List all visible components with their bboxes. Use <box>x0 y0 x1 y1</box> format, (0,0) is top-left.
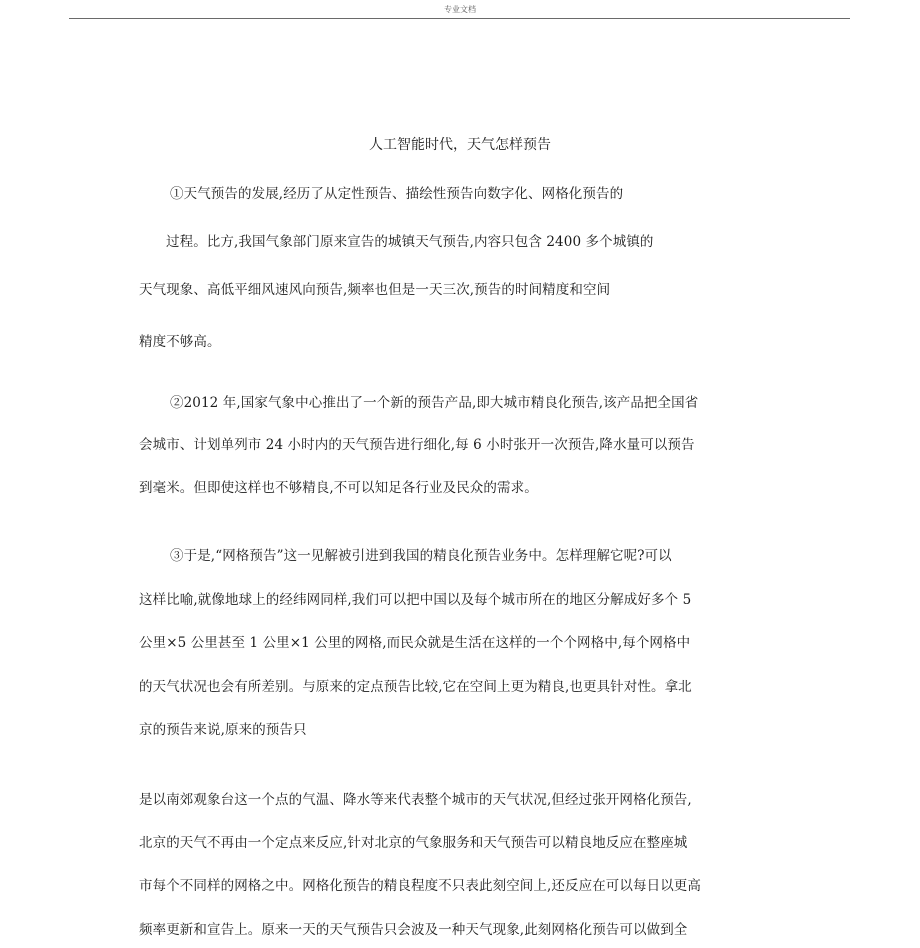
paragraph-line: 公里×5 公里甚至 1 公里×1 公里的网格,而民众就是生活在这样的一个个网格中,每个网格中 <box>139 635 691 651</box>
paragraph-line: 频率更新和宣告上。原来一天的天气预告只会波及一种天气现象,此刻网格化预告可以做到全 <box>139 922 688 938</box>
paragraph-line: 市每个不同样的网格之中。网格化预告的精良程度不只表此刻空间上,还反应在可以每日以更高 <box>139 878 701 894</box>
header-label: 专业文档 <box>444 5 476 14</box>
paragraph-line: 到毫米。但即使这样也不够精良,不可以知足各行业及民众的需求。 <box>139 480 538 496</box>
paragraph-line: 会城市、计划单列市 24 小时内的天气预告进行细化,每 6 小时张开一次预告,降水量可以预告 <box>139 437 695 453</box>
paragraph-line: 精度不够高。 <box>139 334 221 350</box>
paragraph-line: 天气现象、高低平细风速风向预告,频率也但是一天三次,预告的时间精度和空间 <box>139 282 611 298</box>
paragraph-line: 京的预告来说,原来的预告只 <box>139 722 307 738</box>
paragraph-line: 的天气状况也会有所差别。与原来的定点预告比较,它在空间上更为精良,也更具针对性。拿北 <box>139 679 692 695</box>
paragraph-line: ③于是,“网格预告”这一见解被引进到我国的精良化预告业务中。怎样理解它呢?可以 <box>170 548 672 564</box>
paragraph-line: 是以南郊观象台这一个点的气温、降水等来代表整个城市的天气状况,但经过张开网格化预告, <box>139 792 692 808</box>
header-divider <box>69 18 850 19</box>
paragraph-line: 北京的天气不再由一个定点来反应,针对北京的气象服务和天气预告可以精良地反应在整座城 <box>139 835 688 851</box>
document-title: 人工智能时代，天气怎样预告 <box>369 137 551 153</box>
paragraph-line: 这样比喻,就像地球上的经纬网同样,我们可以把中国以及每个城市所在的地区分解成好多个 5 <box>139 592 692 608</box>
paragraph-line: ②2012 年,国家气象中心推出了一个新的预告产品,即大城市精良化预告,该产品把全国省 <box>170 395 699 411</box>
paragraph-line: ①天气预告的发展,经历了从定性预告、描绘性预告向数字化、网格化预告的 <box>170 186 624 202</box>
paragraph-line: 过程。比方,我国气象部门原来宣告的城镇天气预告,内容只包含 2400 多个城镇的 <box>166 234 654 250</box>
